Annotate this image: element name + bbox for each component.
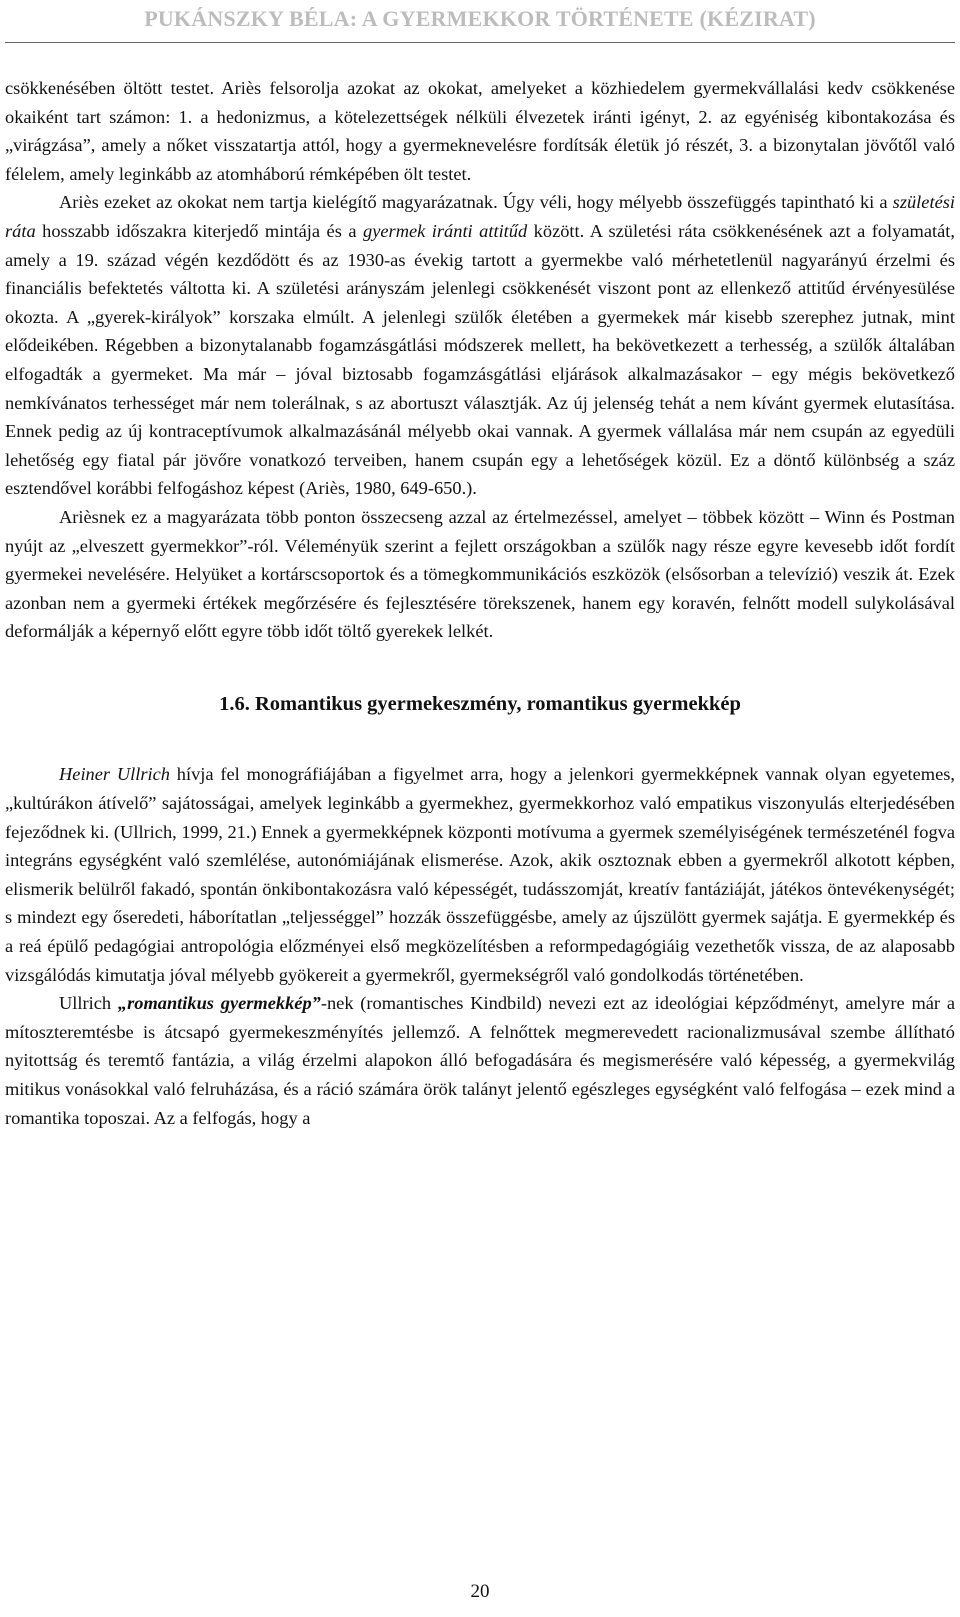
paragraph-5-text-2: -nek (romantisches Kindbild) nevezi ezt az ideológiai képződményt, amelyre már a mítoszteremtésbe is átcsapó gyermekeszményítés jellemző. A felnőttek megmerevedett racionalizmusával szembe állítható nyitottság és teremtő fantázia, a világ érzelmi alapokon álló befogadására és megismerésére való képesség, a gyermekvilág mitikus vonásokkal való felruházása, és a ráció számára örök talányt jelentő egészleges egységként való felfogása – ezek mind a romantika toposzai. Az a felfogás, hogy a (5, 993, 955, 1128)
emphasis-child-attitude: gyermek iránti attitűd (363, 220, 528, 241)
page-body (5, 74, 955, 1132)
paragraph-1: csökkenésében öltött testet. Ariès felsorolja azokat az okokat, amelyeket a közhiedelem gyermekvállalási kedv csökkenése okaiként tart számon: 1. a hedonizmus, a kötelezettségek nélküli élvezetek iránti igényt, 2. az egyéniség kibontakozása és „virágzása”, amely a nőket visszatartja attól, hogy a gyermeknevelésre fordítsák életük jó részét, 3. a bizonytalan jövőtől való félelem, amely leginkább az atomháború rémképében ölt testet. (5, 78, 955, 184)
page-number: 20 (470, 1581, 490, 1602)
paragraph-4-text-1: hívja fel monográfiájában a figyelmet arra, hogy a jelenkori gyermekképnek vannak olyan egyetemes, „kultúrákon átívelő” sajátosságai, amelyek leginkább a gyermekhez, gyermekkorhoz való empatikus viszonyulás elterjedésében fejeződnek ki. (Ullrich, 1999, 21.) Ennek a gyermekképnek központi motívuma a gyermek személyiségének természeténél fogva integráns egységként való szemlélése, autonómiájának elismerése. Azok, akik osztoznak ebben a gyermekről alkotott képben, elismerik belülről fakadó, spontán önkibontakozásra való képességét, tudásszomját, kreatív fantáziáját, játékos öntevékenységét; s mindezt egy őseredeti, háborítatlan „teljességgel” hozzák összefüggésbe, amely az újszülött gyermek sajátja. E gyermekkép és a reá épülő pedagógiai antropológia előzményei első megközelítésben a reformpedagógiáig vezethetők vissza, de az alaposabb vizsgálódás kimutatja jóval mélyebb gyökereit a gyermekről, gyermekségről való gondolkodás történetében. (5, 764, 955, 985)
paragraph-2-text-2: hosszabb időszakra kiterjedő mintája és a (35, 220, 364, 241)
paragraph-5 (5, 989, 955, 1132)
header-divider (5, 42, 955, 43)
emphasis-birth-rate: születési ráta (5, 192, 955, 241)
paragraph-2-text-3: között. A születési ráta csökkenésének azt a folyamatát, amely a 19. század végén kezdődött és az 1930-as évekig tartott a gyermekbe való mérhetetlenül nagyarányú érzelmi és financiális befektetés váltotta ki. A születési arányszám jelenlegi csökkenését viszont pont az ellenkező attitűd érvényesülése okozta. A „gyerek-királyok” korszaka elmúlt. A jelenlegi szülők életében a gyermekek már kisebb szerephez jutnak, mint elődeikében. Régebben a bizonytalanabb fogamzásgátlási módszerek mellett, ha bekövetkezett a terhesség, a szülők általában elfogadták a gyermeket. Ma már – jóval biztosabb fogamzásgátlási eljárások alkalmazásakor – egy mégis bekövetkező nemkívánatos terhességet már nem tolerálnak, s az abortuszt választják. Az új jelenség tehát a nem kívánt gyermek elutasítása. Ennek pedig az új kontraceptívumok alkalmazásánál mélyebb okai vannak. A gyermek vállalása már nem csupán az egyedüli lehetőség egy fiatal pár jövőre vonatkozó terveiben, hanem csupán egy a lehetőségek közül. Ez a döntő különbség a száz esztendővel korábbi felfogáshoz képest (Ariès, 1980, 649-650.). (5, 220, 955, 499)
paragraph-2-text-1: Ariès ezeket az okokat nem tartja kielégítő magyarázatnak. Úgy véli, hogy mélyebb összefüggés tapintható ki a (59, 192, 893, 213)
paragraph-4 (5, 760, 955, 989)
emphasis-author-name: Heiner Ullrich (59, 764, 170, 785)
running-header: PUKÁNSZKY BÉLA: A GYERMEKKOR TÖRTÉNETE (KÉZIRAT) (144, 6, 816, 31)
paragraph-2 (5, 188, 955, 503)
section-heading: 1.6. Romantikus gyermekeszmény, romantikus gyermekkép (219, 692, 741, 715)
paragraph-5-text-1: Ullrich (59, 993, 118, 1014)
paragraph-3: Arièsnek ez a magyarázata több ponton összecseng azzal az értelmezéssel, amelyet – többek között – Winn és Postman nyújt az „elveszett gyermekkor”-ról. Véleményük szerint a fejlett országokban a szülők nagy része egyre kevesebb időt fordít gyermekei nevelésére. Helyüket a kortárscsoportok és a tömegkommunikációs eszközök (elsősorban a televízió) veszik át. Ezek azonban nem a gyermeki értékek megőrzésére és fejlesztésére törekszenek, hanem egy koravén, felnőtt modell sulykolásával deformálják a képernyő előtt egyre több időt töltő gyerekek lelkét. (5, 506, 955, 642)
emphasis-romantic-childimage: „romantikus gyermekkép” (117, 993, 321, 1014)
